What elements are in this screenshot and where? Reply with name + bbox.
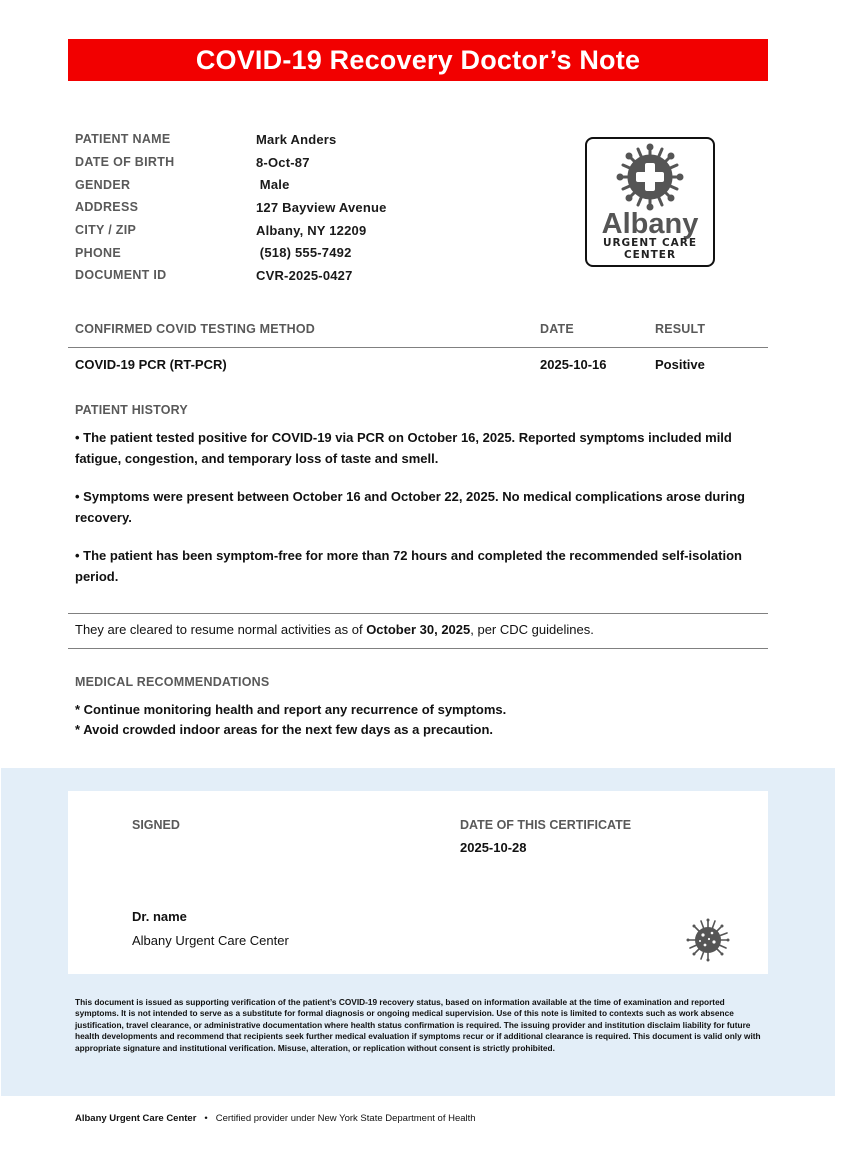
dob-value: 8-Oct-87: [256, 154, 310, 170]
virus-icon: [684, 917, 732, 963]
clearance-prefix: They are cleared to resume normal activities as of: [75, 622, 367, 637]
clearance-statement: [75, 622, 594, 637]
patient-name-row: [75, 128, 387, 151]
doctor-name: Dr. name: [132, 909, 187, 924]
testing-result-value: Positive: [655, 357, 705, 372]
dob-row: [75, 151, 387, 174]
certificate-date-value: 2025-10-28: [460, 840, 527, 855]
footer-org: Albany Urgent Care Center: [75, 1113, 197, 1124]
testing-date-value: 2025-10-16: [540, 357, 607, 372]
logo-line1: URGENT CARE: [602, 237, 698, 249]
recommendations-list: [75, 700, 506, 740]
logo-line2: CENTER: [623, 249, 677, 261]
footer-separator: •: [204, 1113, 208, 1124]
city-zip-value: Albany, NY 12209: [256, 222, 367, 238]
city-zip-label: CITY / ZIP: [75, 223, 137, 238]
dob-label: DATE OF BIRTH: [75, 155, 175, 170]
document-id-value: CVR-2025-0427: [256, 267, 353, 283]
gender-value: Male: [256, 177, 290, 193]
disclaimer-text: This document is issued as supporting verification of the patient’s COVID-19 recovery status, based on information available at the time of examination and reported symptoms. It is not intended to serve as a substitute for formal diagnosis or ongoing medical supervision. Use of this note is limited to contexts such as work absence justification, travel clearance, or administrative documentation where health status confirmation is required. The issuing provider and institution disclaim liability for future health developments and recommend that recipients seek further medical evaluation if symptoms recur or if additional clearance is required. This document is valid only with appropriate signature and institutional verification. Misuse, alteration, or replication without consent is strictly prohibited.: [75, 997, 761, 1053]
patient-info: [75, 128, 387, 287]
patient-name-value: Mark Anders: [256, 131, 337, 147]
signature-card: [68, 791, 768, 974]
clinic-logo: [585, 137, 715, 267]
history-item: • The patient tested positive for COVID-19 via PCR on October 16, 2025. Reported symptoms included mild fatigue, congestion, and temporary loss of taste and smell.: [75, 430, 732, 466]
certificate-date-label: DATE OF THIS CERTIFICATE: [460, 818, 632, 832]
recommendations-label: MEDICAL RECOMMENDATIONS: [75, 675, 270, 689]
gender-label: GENDER: [75, 177, 131, 192]
virus-cross-icon: [587, 139, 713, 265]
clearance-date: October 30, 2025: [366, 622, 471, 637]
testing-method-value: COVID-19 PCR (RT-PCR): [75, 357, 227, 372]
phone-value: (518) 555-7492: [256, 245, 352, 261]
recommendation-item: * Avoid crowded indoor areas for the next few days as a precaution.: [75, 722, 494, 737]
document-id-row: [75, 264, 387, 287]
logo-name: Albany: [601, 208, 699, 240]
document-title: COVID-19 Recovery Doctor’s Note: [68, 39, 768, 81]
institution-name: Albany Urgent Care Center: [132, 933, 289, 948]
testing-method-header: CONFIRMED COVID TESTING METHOD: [75, 322, 316, 336]
clearance-divider-top: [68, 613, 768, 614]
footer: [75, 1113, 476, 1124]
address-label: ADDRESS: [75, 200, 139, 215]
city-zip-row: [75, 219, 387, 242]
address-value: 127 Bayview Avenue: [256, 199, 387, 215]
testing-date-header: DATE: [540, 322, 574, 336]
footer-text: Certified provider under New York State Department of Health: [215, 1113, 476, 1124]
phone-row: [75, 241, 387, 264]
phone-label: PHONE: [75, 245, 121, 260]
history-label: PATIENT HISTORY: [75, 403, 188, 417]
history-item: • Symptoms were present between October 16 and October 22, 2025. No medical complications arose during recovery.: [75, 489, 745, 525]
signed-label: SIGNED: [132, 818, 180, 832]
patient-name-label: PATIENT NAME: [75, 132, 171, 147]
clearance-divider-bottom: [68, 648, 768, 649]
gender-row: [75, 173, 387, 196]
history-list: [75, 427, 765, 604]
history-item: • The patient has been symptom-free for more than 72 hours and completed the recommended self-isolation period.: [75, 548, 742, 584]
testing-result-header: RESULT: [655, 322, 706, 336]
document-id-label: DOCUMENT ID: [75, 268, 167, 283]
clearance-suffix: , per CDC guidelines.: [470, 622, 594, 637]
address-row: [75, 196, 387, 219]
testing-divider: [68, 347, 768, 348]
recommendation-item: * Continue monitoring health and report any recurrence of symptoms.: [75, 702, 507, 717]
